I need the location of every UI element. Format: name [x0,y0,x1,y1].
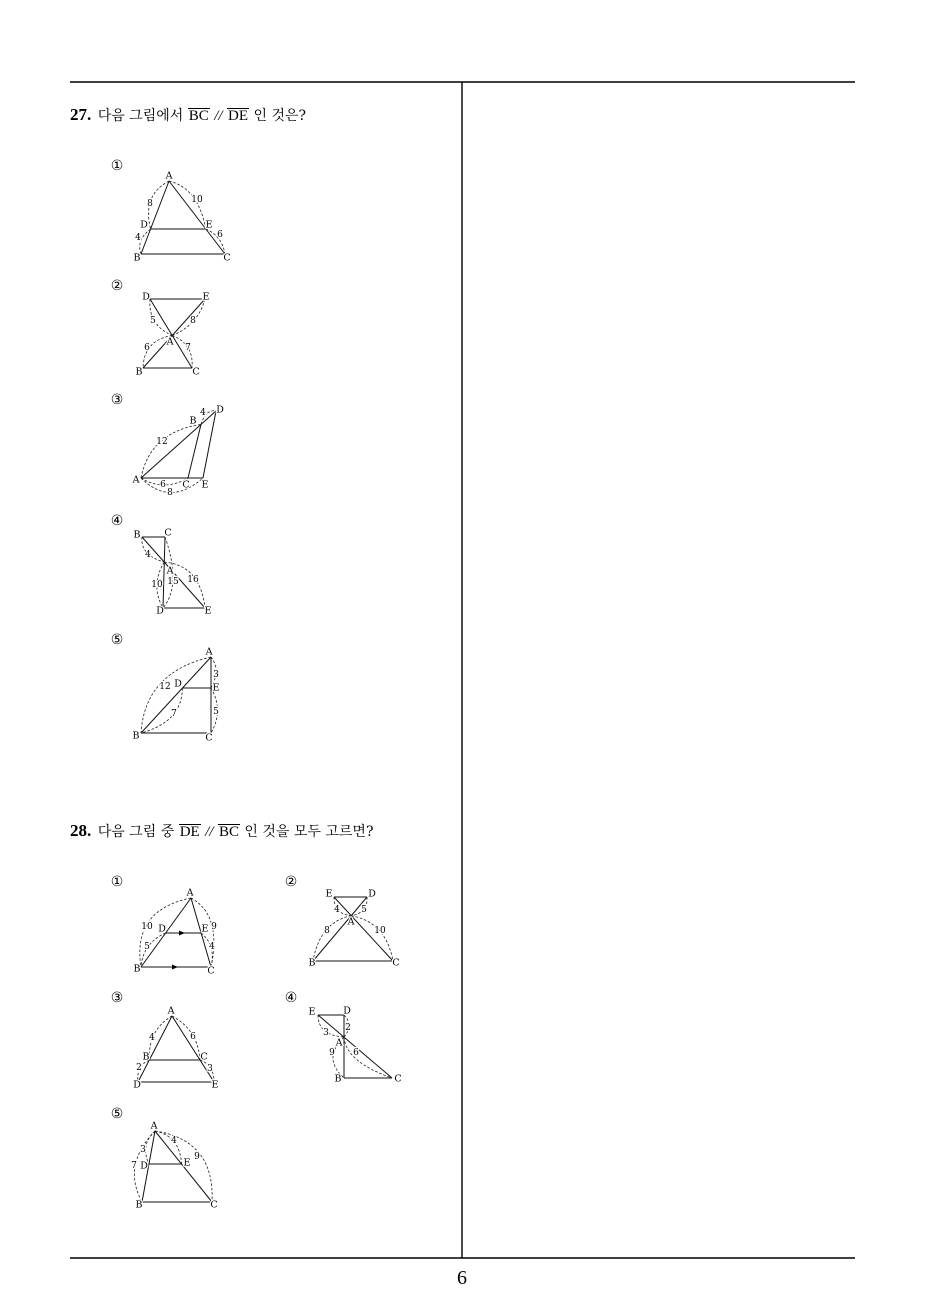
solid-segment [318,1015,392,1078]
vertex-label: C [210,1199,218,1211]
figure-q27-choice-5 [133,647,220,744]
parallel-arrow-mark [172,965,178,970]
vertex-label: B [133,963,141,975]
figure-q28-choice-5 [131,1121,218,1211]
vertex-label: C [164,527,172,539]
vertex-label: B [308,957,316,969]
question-number: 27. [70,105,92,124]
choice-marker: ② [284,874,298,890]
figure-q27-choice-1 [134,171,231,264]
solid-segment [143,299,205,368]
length-label: 12 [159,682,171,692]
vertex-label: D [156,605,164,617]
length-label: 5 [150,316,156,326]
length-label: 4 [200,408,206,418]
length-label: 9 [329,1048,335,1058]
vertex-label: D [158,923,166,935]
figure-q27-choice-3 [132,405,225,499]
vertex-label: A [132,474,140,486]
length-label: 5 [361,905,367,915]
figure-q28-choice-4 [309,1006,402,1085]
segment-overline: DE [179,824,200,840]
page-number: 6 [457,1267,467,1289]
length-label: 9 [211,922,217,932]
vertex-label: D [368,888,376,900]
vertex-label: E [201,479,209,491]
vertex-label: E [202,291,210,303]
choice-marker: ⑤ [110,1106,124,1122]
question-text-after: 인 것을 모두 고르면? [244,824,374,840]
vertex-label: B [189,415,197,427]
solid-segment [163,537,165,608]
vertex-label: B [135,1199,143,1211]
vertex-label: D [133,1079,141,1091]
length-label: 7 [131,1161,137,1171]
length-label: 10 [374,926,386,936]
solid-segment [169,181,225,254]
vertex-label: C [192,366,200,378]
vertex-label: C [223,252,231,264]
vertex-label: D [140,219,148,231]
vertex-label: D [343,1005,351,1017]
length-label: 8 [167,488,173,498]
vertex-label: E [205,219,213,231]
vertex-label: B [135,366,143,378]
length-label: 2 [345,1023,351,1033]
vertex-label: C [392,957,400,969]
choice-marker: ④ [110,513,124,529]
vertex-label: B [133,529,141,541]
vertex-label: D [216,404,224,416]
vertex-label: E [212,682,220,694]
length-label: 10 [151,580,163,590]
question-number: 28. [70,821,92,840]
vertex-label: A [165,170,173,182]
question-28-header [70,821,373,842]
length-label: 16 [187,575,199,585]
vertex-label: A [166,336,174,348]
choice-marker: ③ [110,990,124,1006]
figure-q27-choice-4 [134,528,212,617]
length-label: 6 [144,343,150,353]
segment-overline: BC [188,108,209,124]
segment-overline: DE [228,108,249,124]
segment-overline: BC [218,824,239,840]
vertex-label: D [174,678,182,690]
vertex-label: C [207,965,215,977]
vertex-label: A [167,1005,175,1017]
question-text-before: 다음 그림에서 [97,108,184,124]
question-27-header [70,105,306,126]
length-label: 8 [324,926,330,936]
length-label: 15 [167,577,179,587]
vertex-label: A [150,1120,158,1132]
length-label: 12 [156,437,168,447]
vertex-label: B [142,1051,150,1063]
choice-marker: ③ [110,392,124,408]
vertex-label: E [204,605,212,617]
length-label: 6 [353,1048,359,1058]
length-label: 8 [190,316,196,326]
length-label: 8 [147,199,153,209]
parallel-arrow-mark [179,931,185,936]
vertex-label: B [334,1073,342,1085]
length-label: 9 [194,1152,200,1162]
vertex-label: A [205,646,213,658]
length-label: 4 [334,905,340,915]
length-label: 3 [140,1145,146,1155]
length-label: 6 [217,230,223,240]
length-label: 3 [323,1028,329,1038]
length-label: 2 [136,1063,142,1073]
vertex-label: B [133,252,141,264]
length-label: 4 [171,1136,177,1146]
solid-segment [188,424,201,478]
solid-segment [142,537,205,608]
length-label: 4 [135,233,141,243]
solid-segment [150,299,192,368]
length-label: 6 [190,1032,196,1042]
choice-marker: ⑤ [110,632,124,648]
vertex-label: E [183,1157,191,1169]
vertex-label: B [132,730,140,742]
vertex-label: D [140,1160,148,1172]
figure-q28-choice-1 [134,888,218,977]
parallel-symbol: // [214,108,223,124]
length-label: 4 [145,550,151,560]
length-label: 10 [141,922,153,932]
vertex-label: C [394,1073,402,1085]
vertex-label: C [200,1051,208,1063]
length-label: 3 [213,670,219,680]
length-label: 5 [213,707,219,717]
figure-q28-choice-3 [133,1006,218,1091]
choice-marker: ① [110,874,124,890]
length-label: 3 [207,1064,213,1074]
solid-segment [313,897,367,961]
length-label: 4 [149,1033,155,1043]
length-label: 10 [191,195,203,205]
solid-segment [138,1016,172,1082]
question-text-after: 인 것은? [253,108,307,124]
length-label: 7 [185,343,191,353]
length-label: 5 [144,942,150,952]
vertex-label: E [325,888,333,900]
question-text-before: 다음 그림 중 [97,824,175,840]
vertex-label: A [347,916,355,928]
vertex-label: C [182,479,190,491]
length-label: 6 [160,480,166,490]
vertex-label: E [201,923,209,935]
length-label: 7 [171,709,177,719]
length-label: 4 [209,942,215,952]
figure-q27-choice-2 [136,292,210,378]
vertex-label: A [186,887,194,899]
vertex-label: E [308,1006,316,1018]
figure-q28-choice-2 [309,889,400,969]
vertex-label: A [335,1037,343,1049]
parallel-symbol: // [205,824,214,840]
choice-marker: ④ [284,990,298,1006]
vertex-label: E [211,1079,219,1091]
vertex-label: D [142,291,150,303]
choice-marker: ② [110,278,124,294]
vertex-label: C [205,732,213,744]
vertex-label: A [166,565,174,577]
choice-marker: ① [110,158,124,174]
